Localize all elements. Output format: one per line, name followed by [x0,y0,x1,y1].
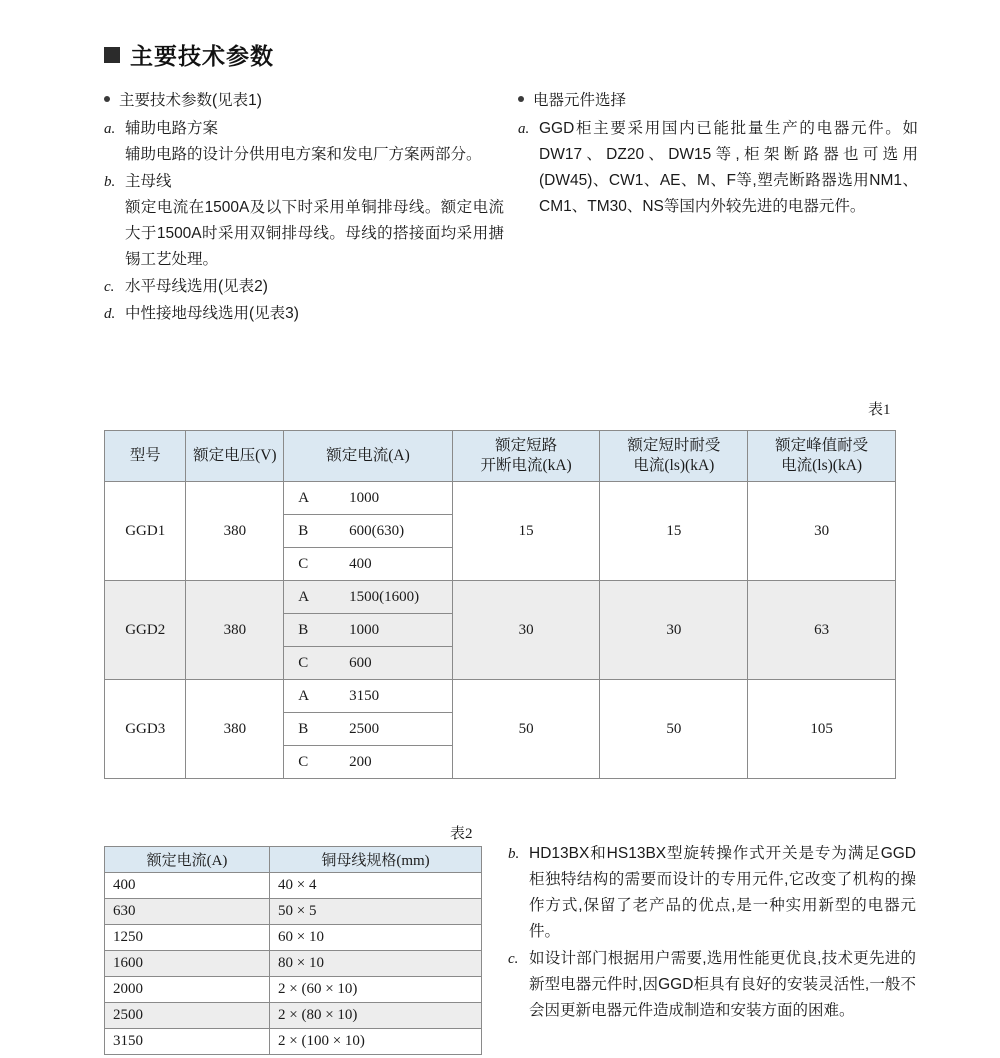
right-bullet-label: 电器元件选择 [533,92,627,109]
cell-current-letter: C [284,548,337,581]
cell-current-letter: A [284,581,337,614]
cell-rated-current: 1600 [105,951,270,977]
list-item [104,274,504,300]
bottom-right-text-column [508,840,916,1024]
cell-model: GGD1 [105,482,186,581]
cell-current-letter: A [284,680,337,713]
cell-current-value: 3150 [337,680,452,713]
item-title: 水平母线选用(见表2) [125,278,268,295]
item-title: 主母线 [125,173,172,190]
table2-label: 表2 [450,826,473,842]
item-marker: d. [104,306,116,322]
cell-current-letter: C [284,746,337,779]
cell-current-value: 1000 [337,614,452,647]
page-title [104,38,274,71]
right-text-column [518,88,918,220]
list-item [104,169,504,195]
cell-current-value: 400 [337,548,452,581]
cell-current-value: 1000 [337,482,452,515]
cell-peak: 63 [748,581,896,680]
item-title: 中性接地母线选用(见表3) [125,305,299,322]
item-marker: c. [104,279,115,295]
column-header-short-time-line1: 额定短时耐受 [627,437,721,454]
table-row [105,925,482,951]
column-header-breaking-line1: 额定短路 [495,437,558,454]
cell-current-value: 200 [337,746,452,779]
table-row [105,581,896,614]
cell-busbar-spec: 2 × (80 × 10) [270,1003,482,1029]
item-marker: c. [508,951,519,967]
table-row [105,1003,482,1029]
cell-busbar-spec: 40 × 4 [270,873,482,899]
cell-rated-current: 3150 [105,1029,270,1055]
cell-busbar-spec: 60 × 10 [270,925,482,951]
cell-model: GGD3 [105,680,186,779]
cell-current-value: 2500 [337,713,452,746]
table-row [105,873,482,899]
item-body: HD13BX和HS13BX型旋转操作式开关是专为满足GGD柜独特结构的需要而设计的专用元件,它改变了机构的操作方式,保留了老产品的优点,是一种实用新型的电器元件。 [529,845,916,940]
cell-current-letter: B [284,614,337,647]
table-row [105,1029,482,1055]
column-header-short-time-line2: 电流(ls)(kA) [633,457,715,474]
table-row [105,899,482,925]
table-header-row [105,431,896,482]
list-item [508,841,916,945]
cell-short-time: 30 [600,581,748,680]
cell-current-letter: B [284,515,337,548]
cell-short-time: 50 [600,680,748,779]
cell-peak: 30 [748,482,896,581]
column-header-breaking [452,431,600,482]
item-marker: a. [518,121,530,137]
cell-busbar-spec: 2 × (100 × 10) [270,1029,482,1055]
cell-voltage: 380 [186,482,284,581]
cell-peak: 105 [748,680,896,779]
column-header-peak [748,431,896,482]
cell-short-time: 15 [600,482,748,581]
right-bullet-line [518,88,918,114]
left-bullet-line [104,88,504,114]
list-item [508,946,916,1024]
column-header-peak-line2: 电流(ls)(kA) [781,457,863,474]
cell-current-value: 1500(1600) [337,581,452,614]
cell-rated-current: 2500 [105,1003,270,1029]
cell-voltage: 380 [186,680,284,779]
bullet-dot-icon [104,96,110,102]
item-marker: b. [508,846,520,862]
item-marker: a. [104,121,116,137]
cell-voltage: 380 [186,581,284,680]
table-row [105,680,896,713]
cell-breaking: 50 [452,680,600,779]
cell-busbar-spec: 2 × (60 × 10) [270,977,482,1003]
technical-parameters-table [104,430,896,779]
cell-busbar-spec: 50 × 5 [270,899,482,925]
table-header-row [105,847,482,873]
list-item [518,116,918,220]
column-header-short-time [600,431,748,482]
column-header-busbar-spec: 铜母线规格(mm) [270,847,482,873]
table-row [105,977,482,1003]
heading-square-icon [104,47,120,63]
column-header-breaking-line2: 开断电流(kA) [480,457,572,474]
left-bullet-label: 主要技术参数(见表1) [119,92,262,109]
item-marker: b. [104,174,116,190]
cell-rated-current: 630 [105,899,270,925]
cell-busbar-spec: 80 × 10 [270,951,482,977]
cell-breaking: 30 [452,581,600,680]
bullet-dot-icon [518,96,524,102]
column-header-voltage: 额定电压(V) [186,431,284,482]
cell-current-letter: C [284,647,337,680]
heading-text: 主要技术参数 [130,43,274,69]
cell-rated-current: 1250 [105,925,270,951]
item-body: 额定电流在1500A及以下时采用单铜排母线。额定电流大于1500A时采用双铜排母线。母线的搭接面均采用搪锡工艺处理。 [125,199,504,268]
item-body: GGD柜主要采用国内已能批量生产的电器元件。如DW17、DZ20、DW15等,柜架断路器也可选用(DW45)、CW1、AE、M、F等,塑壳断路器选用NM1、CM1、TM30、NS等国内外较先进的电器元件。 [539,120,918,215]
cell-rated-current: 400 [105,873,270,899]
cell-current-value: 600(630) [337,515,452,548]
busbar-spec-table [104,846,482,1055]
left-text-column [104,88,504,327]
cell-breaking: 15 [452,482,600,581]
cell-current-value: 600 [337,647,452,680]
item-title: 辅助电路方案 [125,120,219,137]
item-body: 如设计部门根据用户需要,选用性能更优良,技术更先进的新型电器元件时,因GGD柜具有良好的安装灵活性,一般不会因更新电器元件造成制造和安装方面的困难。 [529,950,916,1019]
column-header-current: 额定电流(A) [284,431,452,482]
cell-model: GGD2 [105,581,186,680]
list-item [104,116,504,142]
list-item [104,301,504,327]
column-header-model: 型号 [105,431,186,482]
column-header-rated-current: 额定电流(A) [105,847,270,873]
cell-current-letter: A [284,482,337,515]
item-body: 辅助电路的设计分供用电方案和发电厂方案两部分。 [125,146,482,163]
cell-rated-current: 2000 [105,977,270,1003]
table-row [105,951,482,977]
cell-current-letter: B [284,713,337,746]
column-header-peak-line1: 额定峰值耐受 [775,437,869,454]
table-row [105,482,896,515]
table1-label: 表1 [868,402,891,418]
